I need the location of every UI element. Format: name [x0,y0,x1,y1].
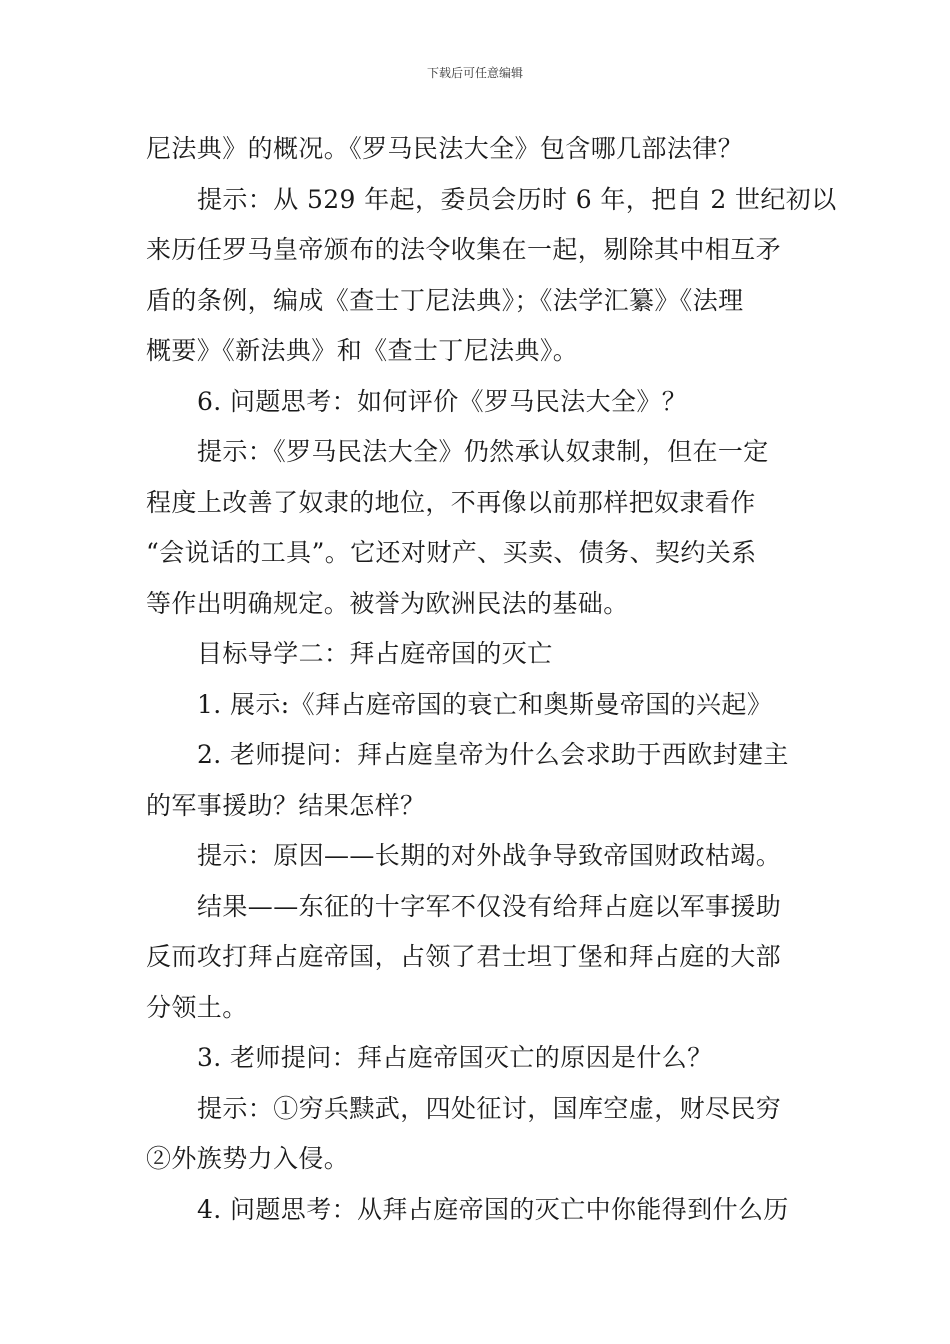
text-line: “会说话的工具”。它还对财产、买卖、债务、契约关系 [146,538,757,567]
text-line: 结果——东征的十字军不仅没有给拜占庭以军事援助 [197,891,782,921]
document-body [146,124,837,1235]
text-line: 3. 老师提问：拜占庭帝国灭亡的原因是什么？ [197,1043,713,1072]
text-line: 2. 老师提问：拜占庭皇帝为什么会求助于西欧封建主 [197,740,789,769]
text-line: 概要》《新法典》和《查士丁尼法典》。 [146,336,579,365]
text-line: 等作出明确规定。被誉为欧洲民法的基础。 [146,588,629,618]
text-line: 提示：①穷兵黩武，四处征讨，国库空虚，财尽民穷 [197,1093,782,1123]
text-line: 程度上改善了奴隶的地位，不再像以前那样把奴隶看作 [146,487,756,517]
text-line: 6. 问题思考：如何评价《罗马民法大全》？ [197,386,688,416]
text-line: 4. 问题思考：从拜占庭帝国的灭亡中你能得到什么历 [197,1194,789,1224]
text-line: 1. 展示:《拜占庭帝国的衰亡和奥斯曼帝国的兴起》 [197,689,773,719]
text-line: ②外族势力入侵。 [146,1144,350,1173]
text-line: 尼法典》的概况。《罗马民法大全》包含哪几部法律？ [146,134,744,163]
page-header: 下载后可任意编辑 [426,66,523,80]
text-line: 分领土。 [146,992,248,1022]
text-line: 提示：从 529 年起，委员会历时 6 年，把自 2 世纪初以 [197,184,837,214]
text-line: 盾的条例，编成《查士丁尼法典》；《法学汇纂》《法理 [146,285,744,315]
text-line: 提示：《罗马民法大全》仍然承认奴隶制，但在一定 [197,437,769,466]
text-line: 反而攻打拜占庭帝国，占领了君士坦丁堡和拜占庭的大部 [146,942,782,971]
text-line: 的军事援助？结果怎样？ [146,790,426,820]
text-line: 提示：原因——长期的对外战争导致帝国财政枯竭。 [197,841,782,870]
text-line: 来历任罗马皇帝颁布的法令收集在一起，剔除其中相互矛 [146,235,782,264]
text-line: 目标导学二：拜占庭帝国的灭亡 [197,639,553,668]
